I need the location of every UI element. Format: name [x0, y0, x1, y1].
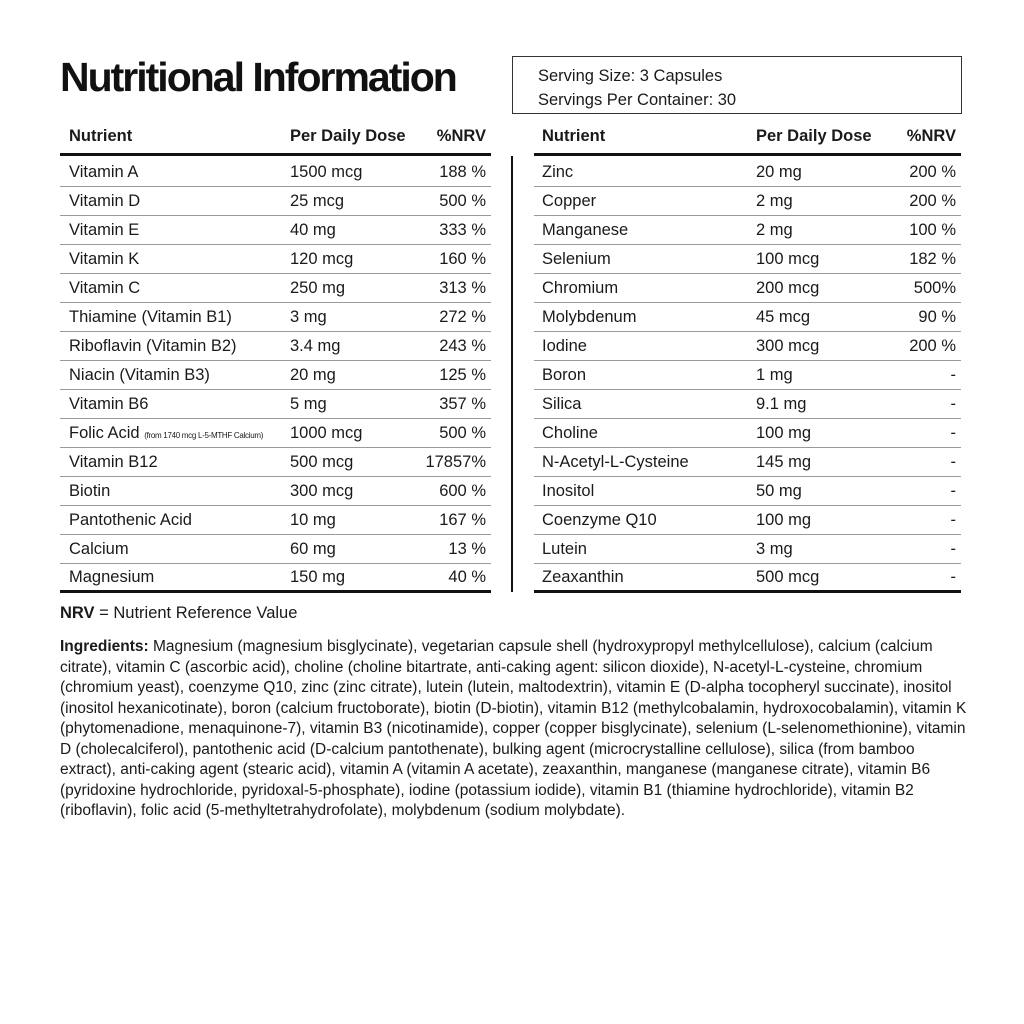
dose-cell: 145 mg	[756, 452, 812, 471]
nutrient-cell	[534, 511, 756, 530]
nutrient-name: Zeaxanthin	[542, 567, 624, 586]
nrv-cell: 500 %	[439, 191, 486, 210]
nutrient-name: Vitamin E	[69, 220, 140, 239]
nutrient-name: Boron	[542, 365, 587, 384]
nrv-cell: 90 %	[918, 307, 956, 326]
nrv-cell: -	[950, 365, 956, 384]
nutrient-name: Vitamin K	[69, 249, 140, 268]
nutrient-cell	[534, 279, 756, 298]
table-row	[534, 216, 961, 245]
dose-cell: 250 mg	[290, 278, 346, 297]
nutrient-name: Silica	[542, 394, 582, 413]
table-row	[60, 535, 491, 564]
nrv-cell: -	[950, 423, 956, 442]
header-nrv: %NRV	[436, 127, 486, 145]
dose-cell: 3 mg	[756, 539, 793, 558]
table-row	[534, 361, 961, 390]
table-row	[60, 158, 491, 187]
table-row	[60, 361, 491, 390]
nrv-cell: -	[950, 394, 956, 413]
nutrient-cell	[60, 337, 290, 356]
nrv-cell: 182 %	[909, 249, 956, 268]
nutrient-note: (from 1740 mcg L-5-MTHF Calcium)	[144, 430, 264, 440]
nrv-cell: -	[950, 510, 956, 529]
dose-cell: 50 mg	[756, 481, 802, 500]
nutrient-cell	[60, 568, 290, 587]
dose-cell: 300 mcg	[756, 336, 820, 355]
table-row	[60, 303, 491, 332]
table-header	[60, 120, 491, 156]
nrv-cell: 333 %	[439, 220, 486, 239]
table-row	[60, 245, 491, 274]
nutrient-cell	[534, 192, 756, 211]
nrv-cell: 500%	[913, 278, 956, 297]
dose-cell: 10 mg	[290, 510, 336, 529]
nutrient-cell	[60, 366, 290, 385]
nutrient-name: Folic Acid	[69, 423, 140, 442]
nutrient-cell	[60, 395, 290, 414]
nutrient-cell	[60, 482, 290, 501]
nrv-cell: 125 %	[439, 365, 486, 384]
nrv-footnote	[60, 604, 297, 623]
dose-cell: 20 mg	[290, 365, 336, 384]
table-row	[60, 477, 491, 506]
nutrient-cell	[534, 163, 756, 182]
nrv-cell: 160 %	[439, 249, 486, 268]
table-row	[534, 477, 961, 506]
nrv-cell: 188 %	[439, 162, 486, 181]
nrv-cell: 243 %	[439, 336, 486, 355]
nutrient-cell	[534, 308, 756, 327]
nutrient-name: Zinc	[542, 162, 574, 181]
nrv-cell: -	[950, 567, 956, 586]
table-body	[534, 156, 961, 593]
nutrient-cell	[534, 482, 756, 501]
nutrient-name: Selenium	[542, 249, 611, 268]
nutrient-cell	[60, 453, 290, 472]
dose-cell: 200 mcg	[756, 278, 820, 297]
dose-cell: 25 mcg	[290, 191, 345, 210]
nutrient-cell	[60, 279, 290, 298]
table-row	[534, 303, 961, 332]
nutrient-cell	[60, 250, 290, 269]
header-dose: Per Daily Dose	[756, 127, 872, 145]
nrv-cell: 200 %	[909, 162, 956, 181]
nutrient-cell	[60, 424, 290, 443]
nutrient-cell	[60, 511, 290, 530]
nutrient-cell	[534, 395, 756, 414]
table-row	[534, 158, 961, 187]
nrv-cell: -	[950, 539, 956, 558]
nrv-cell: 167 %	[439, 510, 486, 529]
ingredients-paragraph	[60, 637, 970, 822]
nutrient-name: Choline	[542, 423, 598, 442]
nutrient-name: Pantothenic Acid	[69, 510, 192, 529]
nutrient-cell	[60, 221, 290, 240]
header-nutrient: Nutrient	[542, 127, 606, 145]
ingredients-label: Ingredients:	[60, 638, 149, 655]
nrv-cell: 13 %	[448, 539, 486, 558]
nrv-cell: 17857%	[425, 452, 486, 471]
nutrient-cell	[60, 192, 290, 211]
nrv-cell: -	[950, 452, 956, 471]
nutrient-name: Vitamin B12	[69, 452, 158, 471]
nrv-cell: 500 %	[439, 423, 486, 442]
nutrient-name: Niacin (Vitamin B3)	[69, 365, 210, 384]
dose-cell: 20 mg	[756, 162, 802, 181]
header-nutrient: Nutrient	[69, 127, 133, 145]
nutrient-name: Vitamin A	[69, 162, 139, 181]
nutrient-cell	[534, 366, 756, 385]
dose-cell: 500 mcg	[290, 452, 354, 471]
table-row	[534, 419, 961, 448]
dose-cell: 2 mg	[756, 191, 793, 210]
nutrient-name: Vitamin D	[69, 191, 141, 210]
dose-cell: 100 mcg	[756, 249, 820, 268]
table-row	[534, 535, 961, 564]
dose-cell: 3 mg	[290, 307, 327, 326]
nutrient-name: Magnesium	[69, 567, 155, 586]
nutrient-name: Calcium	[69, 539, 129, 558]
dose-cell: 2 mg	[756, 220, 793, 239]
nrv-cell: 272 %	[439, 307, 486, 326]
nutrient-name: Inositol	[542, 481, 595, 500]
dose-cell: 100 mg	[756, 510, 812, 529]
serving-size: Serving Size: 3 Capsules	[538, 67, 723, 85]
nutrient-name: Iodine	[542, 336, 587, 355]
servings-per-container: Servings Per Container: 30	[538, 91, 737, 109]
column-divider	[511, 156, 513, 592]
nutrient-cell	[534, 540, 756, 559]
nutrient-name: Lutein	[542, 539, 587, 558]
dose-cell: 40 mg	[290, 220, 336, 239]
dose-cell: 300 mcg	[290, 481, 354, 500]
dose-cell: 1500 mcg	[290, 162, 363, 181]
table-row	[60, 448, 491, 477]
nrv-abbr: NRV	[60, 604, 95, 622]
nrv-cell: -	[950, 481, 956, 500]
nutrient-name: Biotin	[69, 481, 111, 500]
table-row	[60, 274, 491, 303]
nutrient-cell	[534, 453, 756, 472]
dose-cell: 1 mg	[756, 365, 793, 384]
table-row	[60, 332, 491, 361]
table-row	[60, 187, 491, 216]
nutrient-cell	[60, 163, 290, 182]
table-row	[534, 245, 961, 274]
nutrient-cell	[534, 250, 756, 269]
dose-cell: 1000 mcg	[290, 423, 363, 442]
nutrient-name: Riboflavin (Vitamin B2)	[69, 336, 237, 355]
header-dose: Per Daily Dose	[290, 127, 406, 145]
dose-cell: 9.1 mg	[756, 394, 807, 413]
table-row	[534, 448, 961, 477]
table-body	[60, 156, 491, 593]
nutrient-name: Copper	[542, 191, 597, 210]
table-row	[534, 332, 961, 361]
nrv-cell: 313 %	[439, 278, 486, 297]
table-row	[534, 506, 961, 535]
dose-cell: 3.4 mg	[290, 336, 341, 355]
table-header	[534, 120, 961, 156]
nutrient-cell	[534, 568, 756, 587]
ingredients-text: Magnesium (magnesium bisglycinate), vegetarian capsule shell (hydroxypropyl methylcellulose), calcium (calcium citrate), vitamin C (ascorbic acid), choline (choline bitartrate, anti-caking agent: silicon dioxide), N-acetyl-L-cysteine, chromium (chromium yeast), coenzyme Q10, zinc (zinc citrate), lutein (lutein, maltodextrin), vitamin E (D-alpha tocopheryl succinate), inositol (inositol hexanicotinate), boron (calcium fructoborate), biotin (D-biotin), vitamin B12 (methylcobalamin, hydroxocobalamin), vitamin K (phytomenadione, menaquinone-7), vitamin B3 (nicotinamide), copper (copper bisglycinate), selenium (L-selenomethionine), vitamin D (cholecalciferol), pantothenic acid (D-calcium pantothenate), bulking agent (microcrystalline cellulose), silica (from bamboo extract), anti-caking agent (stearic acid), vitamin A (vitamin A acetate), zeaxanthin, manganese (manganese citrate), vitamin B6 (pyridoxine hydrochloride, pyridoxal-5-phosphate), iodine (potassium iodide), vitamin B1 (thiamine hydrochloride), vitamin B2 (riboflavin), folic acid (5-methyltetrahydrofolate), molybdenum (sodium molybdate).	[60, 638, 967, 819]
nutrient-name: Molybdenum	[542, 307, 637, 326]
dose-cell: 120 mcg	[290, 249, 354, 268]
dose-cell: 5 mg	[290, 394, 327, 413]
nutrient-table-right	[534, 120, 961, 593]
nrv-cell: 200 %	[909, 191, 956, 210]
nutrient-cell	[534, 337, 756, 356]
page-title: Nutritional Information	[60, 54, 456, 100]
serving-info-box	[512, 56, 962, 114]
table-row	[534, 564, 961, 593]
table-row	[60, 216, 491, 245]
table-row	[60, 506, 491, 535]
nutrient-cell	[60, 540, 290, 559]
nrv-cell: 100 %	[909, 220, 956, 239]
nutrient-cell	[534, 221, 756, 240]
nutrient-cell	[534, 424, 756, 443]
nutrient-table-left	[60, 120, 491, 593]
table-row	[60, 564, 491, 593]
table-row	[60, 390, 491, 419]
table-row	[534, 274, 961, 303]
dose-cell: 100 mg	[756, 423, 812, 442]
nutrient-name: Vitamin B6	[69, 394, 149, 413]
nutrient-name: Manganese	[542, 220, 629, 239]
nrv-definition: = Nutrient Reference Value	[94, 604, 298, 622]
dose-cell: 45 mcg	[756, 307, 811, 326]
nutrient-cell	[60, 308, 290, 327]
table-row	[534, 187, 961, 216]
nrv-cell: 200 %	[909, 336, 956, 355]
nrv-cell: 40 %	[448, 567, 486, 586]
dose-cell: 500 mcg	[756, 567, 820, 586]
nrv-cell: 600 %	[439, 481, 486, 500]
nrv-cell: 357 %	[439, 394, 486, 413]
table-row	[60, 419, 491, 448]
header-nrv: %NRV	[906, 127, 956, 145]
nutrient-name: Chromium	[542, 278, 619, 297]
nutrient-name: Thiamine (Vitamin B1)	[69, 307, 232, 326]
nutrient-name: Vitamin C	[69, 278, 141, 297]
table-row	[534, 390, 961, 419]
nutrient-name: Coenzyme Q10	[542, 510, 657, 529]
dose-cell: 60 mg	[290, 539, 336, 558]
nutrient-name: N-Acetyl-L-Cysteine	[542, 452, 689, 471]
dose-cell: 150 mg	[290, 567, 346, 586]
